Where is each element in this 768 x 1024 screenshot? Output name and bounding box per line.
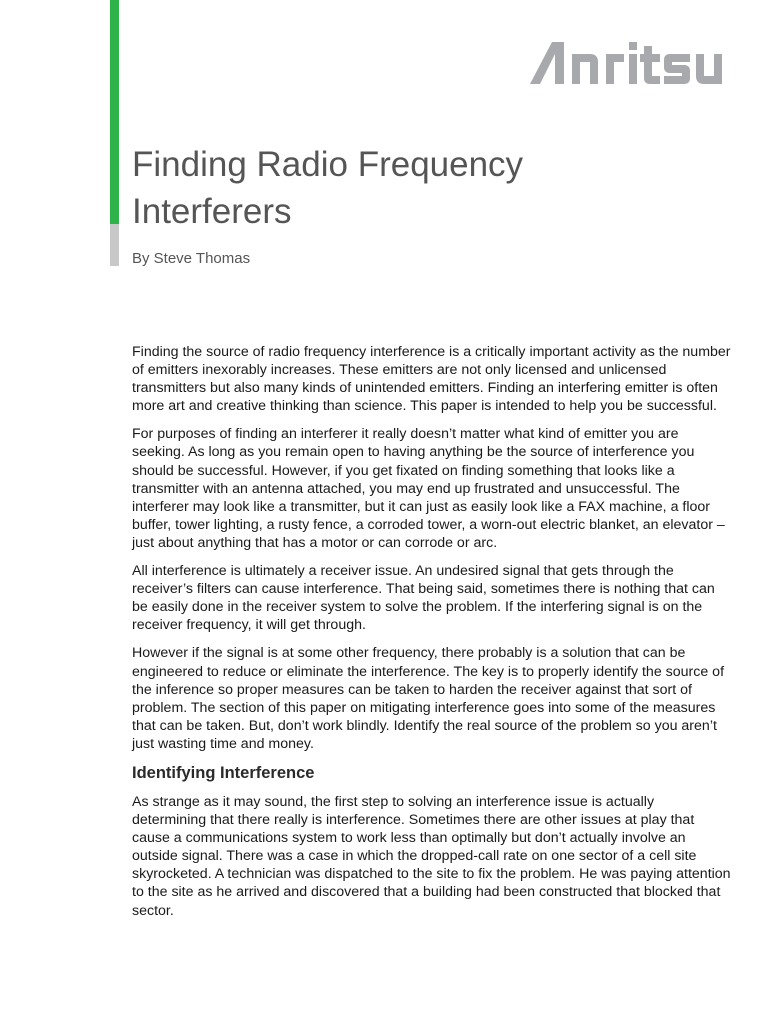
accent-bar-green (110, 0, 119, 224)
document-title (132, 141, 692, 235)
title-line-1: Finding Radio Frequency (132, 145, 524, 184)
paragraph-2: For purposes of finding an interferer it really doesn’t matter what kind of emitter you are seeking. As long as you remain open to having anything be the source of interference you should be successful. However, if you get fixated on finding something that looks like a transmitter with an antenna attached, you may end up frustrated and unsuccessful. The interferer may look like a transmitter, but it can just as easily look like a FAX machine, a floor buffer, tower lighting, a rusty fence, a corroded tower, a worn-out electric blanket, an elevator – just about anything that has a motor or can corrode or arc. (132, 426, 725, 551)
article-body (132, 343, 732, 930)
paragraph-3: All interference is ultimately a receiver issue. An undesired signal that gets through the receiver’s filters can cause interference. That being said, sometimes there is nothing that can be easily done in the receiver system to solve the problem. If the interfering signal is on the receiver frequency, it will get through. (132, 563, 715, 634)
paragraph-4: However if the signal is at some other frequency, there probably is a solution that can be engineered to reduce or eliminate the interference. The key is to properly identify the source of the inference so proper measures can be taken to harden the receiver against that sort of problem. The section of this paper on mitigating interference goes into some of the measures that can be taken. But, don’t work blindly. Identify the real source of the problem so you aren’t just wasting time and money. (132, 645, 725, 752)
accent-bar-gray (110, 224, 119, 266)
section-paragraph: As strange as it may sound, the first step to solving an interference issue is actually determining that there really is interference. Sometimes there are other issues at play that cause a communications system to work less than optimally but don’t actually involve an outside signal. There was a case in which the dropped-call rate on one sector of a cell site skyrocketed. A technician was dispatched to the site to fix the problem. He was paying attention to the site as he arrived and discovered that a building had been constructed that blocked that sector. (132, 793, 731, 919)
author-byline: By Steve Thomas (132, 250, 251, 267)
title-line-2: Interferers (132, 192, 292, 231)
paragraph-1: Finding the source of radio frequency interference is a critically important activity as the number of emitters inexorably increases. These emitters are not only licensed and unlicensed transmitters but also many kinds of unintended emitters. Finding an interfering emitter is often more art and creative thinking than science. This paper is intended to help you be successful. (132, 344, 731, 415)
anritsu-logo (528, 36, 728, 90)
section-heading: Identifying Interference (132, 763, 315, 782)
